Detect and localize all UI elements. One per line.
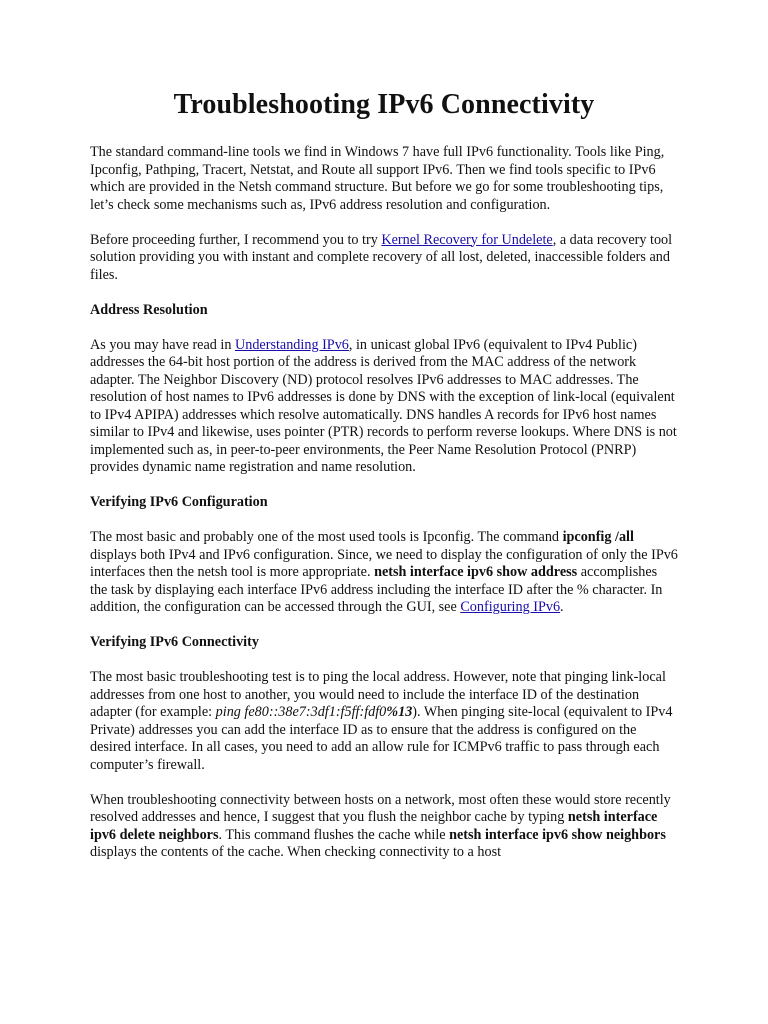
neighbor-text-1: When troubleshooting connectivity between hosts on a network, most often these would store recently resolved addresses and hence, I suggest that you flush the neighbor cache by typing [90, 791, 671, 825]
address-text-before: As you may have read in [90, 336, 235, 353]
neighbor-text-2: . This command flushes the cache while [218, 826, 450, 843]
connectivity-paragraph [90, 669, 678, 774]
connectivity-text-2: ). When pinging site-local (equivalent to IPv4 Private) addresses you can add the interface ID as to ensure that the address is configured on the desired interface. In all cases, you need to add an allow rule for ICMPv6 traffic to pass through each computer’s firewall. [90, 704, 673, 773]
recommendation-text-before: Before proceeding further, I recommend you to try [90, 231, 382, 248]
connectivity-text-1: The most basic troubleshooting test is to ping the local address. However, note that pinging link-local addresses from one host to another, you would need to include the interface ID of the destination adapter (for example: [90, 669, 666, 720]
verifying-connectivity-heading: Verifying IPv6 Connectivity [90, 634, 259, 650]
netsh-show-address-command: netsh interface ipv6 show address [374, 564, 578, 580]
recommendation-paragraph [90, 232, 678, 285]
intro-paragraph: The standard command-line tools we find in Windows 7 have full IPv6 functionality. Tools like Ping, Ipconfig, Pathping, Tracert, Netstat, and Route all support IPv6. Then we find tools specific to IPv6 which are provided in the Netsh command structure. But before we go for some troubleshooting tips, let’s check some mechanisms such as, IPv6 address resolution and configuration. [90, 144, 665, 213]
document-page [90, 88, 678, 879]
verifying-configuration-heading: Verifying IPv6 Configuration [90, 494, 268, 510]
ping-example: ping fe80::38e7:3df1:f5ff:fdf0 [215, 704, 387, 720]
recommendation-text-after: , a data recovery tool solution providing you with instant and complete recovery of all lost, deleted, inaccessible folders and files. [90, 231, 673, 283]
understanding-ipv6-link[interactable]: Understanding IPv6 [235, 336, 349, 353]
config-text-2: displays both IPv4 and IPv6 configuration. Since, we need to display the configuration of only the IPv6 interfaces then the netsh tool is more appropriate. [90, 546, 678, 580]
address-resolution-heading: Address Resolution [90, 301, 208, 318]
config-text-4: . [560, 599, 564, 615]
config-text-3: accomplishes the task by displaying each interface IPv6 address including the interface ID after the % character. In addition, the configuration can be accessed through the GUI, see [90, 564, 663, 615]
configuration-paragraph [90, 529, 678, 617]
page-title: Troubleshooting IPv6 Connectivity [173, 89, 595, 120]
netsh-show-neighbors-command: netsh interface ipv6 show neighbors [449, 826, 666, 843]
configuring-ipv6-link[interactable]: Configuring IPv6 [460, 599, 561, 615]
kernel-recovery-link[interactable]: Kernel Recovery for Undelete [381, 231, 553, 248]
address-resolution-paragraph [90, 337, 678, 477]
neighbor-cache-paragraph [90, 792, 678, 862]
netsh-delete-neighbors-command: netsh interface ipv6 delete neighbors [90, 809, 658, 843]
neighbor-text-3: displays the contents of the cache. When checking connectivity to a host [90, 844, 502, 860]
ping-interface-id: %13 [386, 704, 413, 720]
config-text-1: The most basic and probably one of the most used tools is Ipconfig. The command [90, 529, 563, 545]
address-text-after: , in unicast global IPv6 (equivalent to IPv4 Public) addresses the 64-bit host portion of the address is derived from the MAC address of the network adapter. The Neighbor Discovery (ND) protocol resolves IPv6 addresses to MAC addresses. The resolution of host names to IPv6 addresses is done by DNS with the exception of link-local (equivalent to IPv4 APIPA) addresses which resolve automatically. DNS handles A records for IPv6 host names similar to IPv4 and likewise, uses pointer (PTR) records to perform reverse lookups. Where DNS is not implemented such as, in peer-to-peer environments, the Peer Name Resolution Protocol (PNRP) provides dynamic name registration and name resolution. [90, 336, 677, 475]
ipconfig-command: ipconfig /all [562, 529, 634, 545]
